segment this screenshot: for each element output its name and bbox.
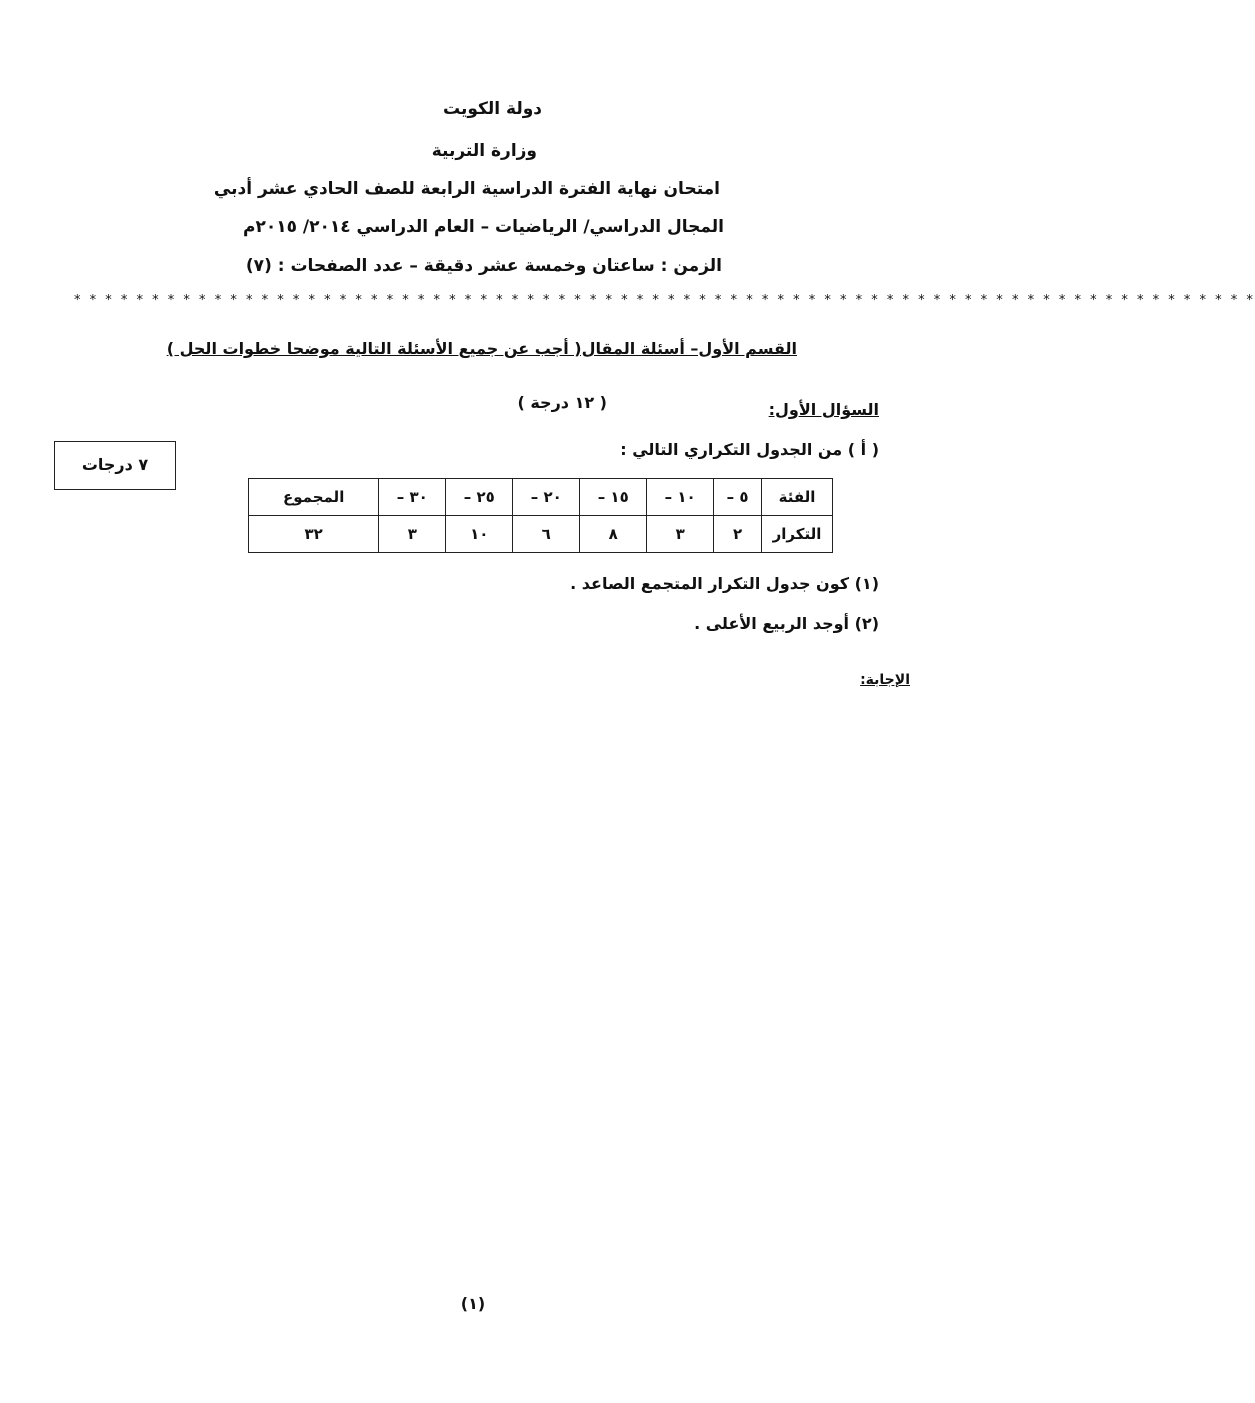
table-cell: ٨ (580, 516, 647, 553)
table-cell: ٥ – (714, 479, 762, 516)
table-cell: ٢٠ – (513, 479, 580, 516)
table-row-class (249, 479, 833, 516)
table-cell: المجموع (249, 479, 379, 516)
table-cell: ٣٠ – (379, 479, 446, 516)
table-cell: ٦ (513, 516, 580, 553)
star-separator: * * * * * * * * * * * * * * * * * * * * * * * * * * * * * * * * * * * * * * * * * * * * * * * * * * * * * * * * * * * * * * * * * * * * * * * * * * * * (74, 293, 1255, 308)
frequency-table (248, 478, 833, 553)
header-time-pages: الزمن : ساعتان وخمسة عشر دقيقة – عدد الصفحات : (٧) (245, 256, 722, 276)
header-ministry: وزارة التربية (431, 141, 537, 161)
part-a-marks-box: ٧ درجات (54, 441, 176, 490)
table-cell: ٣٢ (249, 516, 379, 553)
section-title: القسم الأول– أسئلة المقال( أجب عن جميع الأسئلة التالية موضحا خطوات الحل ) (166, 339, 797, 358)
table-row-frequency (249, 516, 833, 553)
table-cell: ٣ (379, 516, 446, 553)
table-cell: ٣ (647, 516, 714, 553)
question-marks: ( ١٢ درجة ) (517, 393, 607, 412)
table-cell: ٢٥ – (446, 479, 513, 516)
part-a-prompt: ( أ ) من الجدول التكراري التالي : (620, 440, 879, 459)
page-number: (١) (460, 1294, 486, 1313)
answer-label: الإجابة: (860, 672, 910, 688)
table-cell: التكرار (762, 516, 833, 553)
table-cell: ١٠ – (647, 479, 714, 516)
header-subject-year: المجال الدراسي/ الرياضيات – العام الدراسي ٢٠١٤/ ٢٠١٥م (242, 217, 724, 237)
question-title: السؤال الأول: (768, 400, 879, 419)
table-cell: الفئة (762, 479, 833, 516)
table-cell: ٢ (714, 516, 762, 553)
header-country: دولة الكويت (442, 99, 542, 119)
sub-question-1: (١) كون جدول التكرار المتجمع الصاعد . (570, 574, 879, 593)
header-exam-title: امتحان نهاية الفترة الدراسية الرابعة للصف الحادي عشر أدبي (213, 179, 720, 199)
table-cell: ١٠ (446, 516, 513, 553)
table-cell: ١٥ – (580, 479, 647, 516)
sub-question-2: (٢) أوجد الربيع الأعلى . (694, 614, 879, 633)
